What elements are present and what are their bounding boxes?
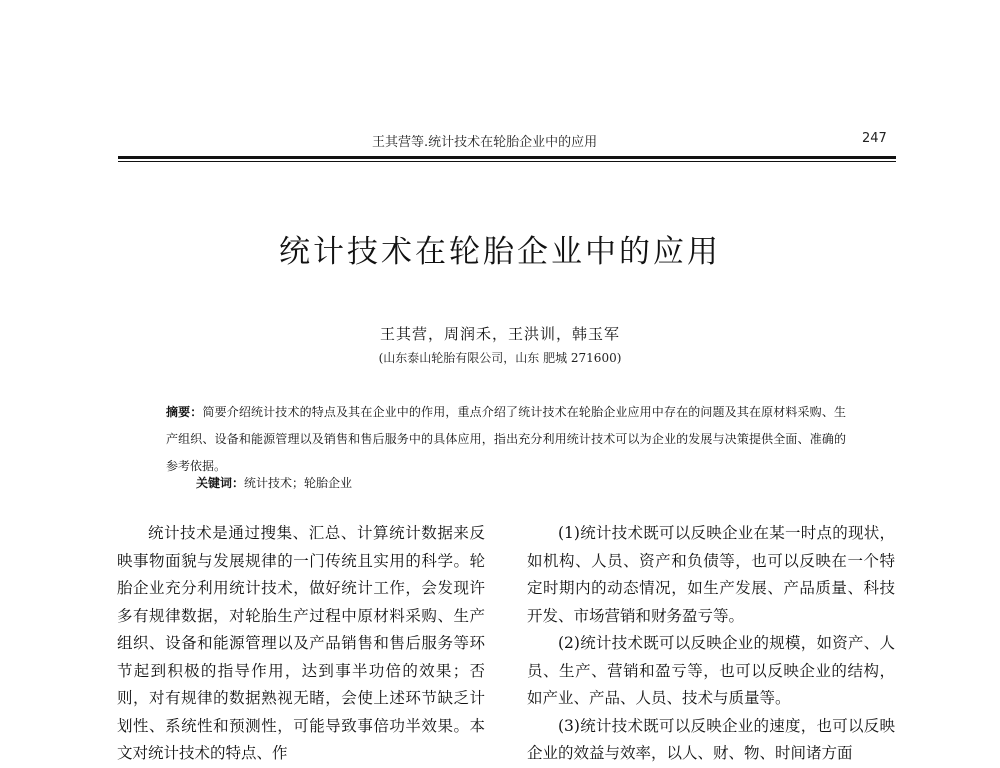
author-list: 王其营，周润禾，王洪训，韩玉军 [379, 325, 620, 343]
abstract [166, 399, 846, 480]
body-paragraph: (3)统计技术既可以反映企业的速度，也可以反映企业的效益与效率，以人、财、物、时间诸方面 [527, 716, 895, 762]
page-number: 247 [862, 131, 887, 146]
header-rule-thin [118, 161, 896, 162]
body-paragraph: (2)统计技术既可以反映企业的规模，如资产、人员、生产、营销和盈亏等，也可以反映企业的结构，如产业、产品、人员、技术与质量等。 [527, 634, 895, 707]
keywords-label: 关键词： [196, 476, 245, 490]
body-paragraph: (1)统计技术既可以反映企业在某一时点的现状，如机构、人员、资产和负债等，也可以反映在一个特定时期内的动态情况，如生产发展、产品质量、科技开发、市场营销和财务盈亏等。 [527, 524, 895, 625]
article-title: 统计技术在轮胎企业中的应用 [279, 234, 721, 270]
body-column-right [527, 520, 895, 768]
affiliation: (山东泰山轮胎有限公司，山东 肥城 271600) [378, 351, 622, 365]
abstract-text: 简要介绍统计技术的特点及其在企业中的作用，重点介绍了统计技术在轮胎企业应用中存在的问题及其在原材料采购、生产组织、设备和能源管理以及销售和售后服务中的具体应用，指出充分利用统计技术可以为企业的发展与决策提供全面、准确的参考依据。 [166, 405, 846, 473]
header-rule-thick [118, 156, 896, 159]
keywords [196, 474, 352, 491]
body-paragraph: 统计技术是通过搜集、汇总、计算统计数据来反映事物面貌与发展规律的一门传统且实用的科学。轮胎企业充分利用统计技术，做好统计工作，会发现许多有规律数据，对轮胎生产过程中原材料采购、生产组织、设备和能源管理以及产品销售和售后服务等环节起到积极的指导作用，达到事半功倍的效果；否则，对有规律的数据熟视无睹，会使上述环节缺乏计划性、系统性和预测性，可能导致事倍功半效果。本文对统计技术的特点、作 [117, 524, 485, 762]
running-header [0, 127, 1000, 153]
abstract-label: 摘要： [166, 405, 203, 419]
keywords-text: 统计技术；轮胎企业 [244, 476, 353, 490]
body-column-left [117, 520, 485, 768]
running-title: 王其营等.统计技术在轮胎企业中的应用 [372, 135, 598, 150]
